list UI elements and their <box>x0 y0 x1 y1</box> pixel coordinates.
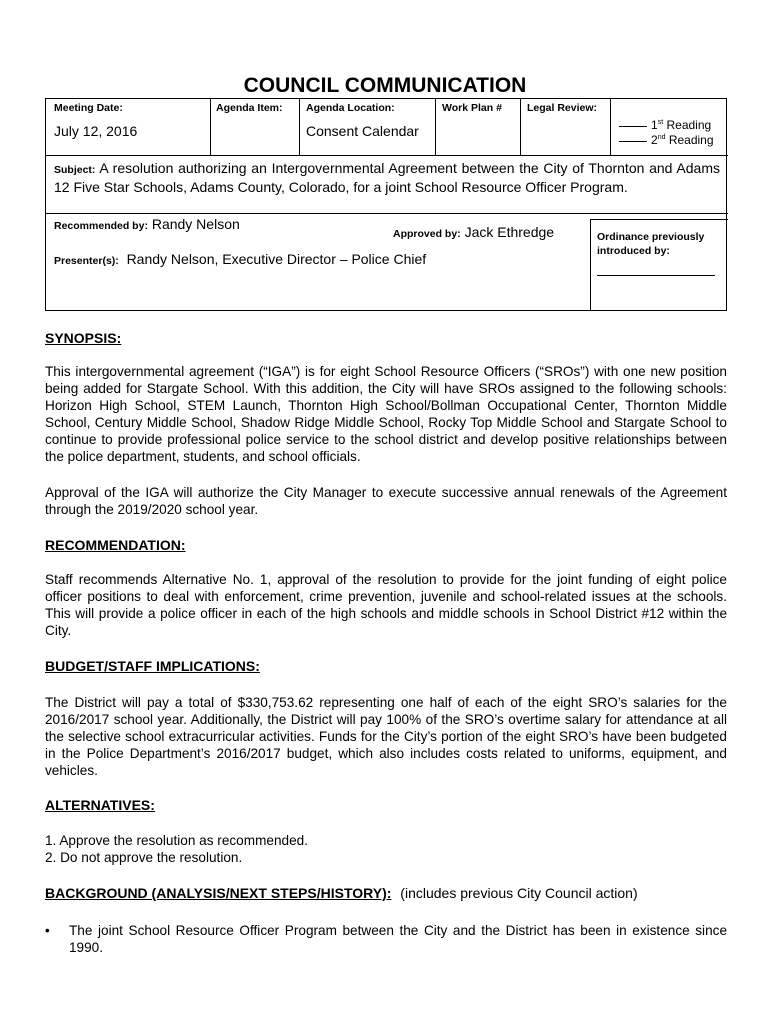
list-item: 2. Do not approve the resolution. <box>45 850 243 865</box>
divider <box>435 99 436 155</box>
recommendation-heading: RECOMMENDATION: <box>45 537 186 553</box>
blank-line <box>619 141 647 142</box>
background-section <box>45 885 727 903</box>
divider <box>520 99 521 155</box>
budget-section <box>45 658 727 674</box>
work-plan-label: Work Plan # <box>442 102 502 114</box>
alternatives-heading: ALTERNATIVES: <box>45 797 155 813</box>
first-reading: 1st Reading <box>619 116 711 132</box>
synopsis-paragraph-2: Approval of the IGA will authorize the City Manager to execute successive annual renewals of the Agreement through the 2019/2020 school year. <box>45 485 727 517</box>
second-reading: 2nd Reading <box>619 131 714 147</box>
meeting-date-label: Meeting Date: <box>54 102 123 114</box>
budget-heading: BUDGET/STAFF IMPLICATIONS: <box>45 658 260 674</box>
background-note: (includes previous City Council action) <box>400 885 638 901</box>
divider <box>299 99 300 155</box>
subject-label: Subject: <box>54 164 96 176</box>
ordinance-label: Ordinance previously introduced by: <box>597 231 705 257</box>
approved-by: Approved by: Jack Ethredge <box>393 224 555 240</box>
list-item <box>45 922 727 956</box>
subject <box>54 160 720 196</box>
subject-text: A resolution authorizing an Intergovernmental Agreement between the City of Thornton and Adams 12 Five Star Schools, Adams County, Colorado, for a joint School Resource Officer Program. <box>54 160 720 195</box>
agenda-location: Consent Calendar <box>306 123 419 139</box>
blank-line <box>619 126 647 127</box>
divider <box>46 155 728 156</box>
ordinance-box <box>590 219 728 311</box>
synopsis-heading: SYNOPSIS: <box>45 330 122 346</box>
page-title: COUNCIL COMMUNICATION <box>243 74 527 97</box>
recommendation-section <box>45 537 727 553</box>
synopsis-section <box>45 330 727 346</box>
divider <box>210 99 211 155</box>
recommendation-paragraph: Staff recommends Alternative No. 1, approval of the resolution to provide for the joint funding of eight police officer positions to deal with enforcement, crime prevention, juvenile and school-related issues at the schools. This will provide a police officer in each of the high schools and middle schools in School District #12 within the City. <box>45 572 727 638</box>
presenters: Presenter(s): Randy Nelson, Executive Director – Police Chief <box>54 251 427 267</box>
list-item: 1. Approve the resolution as recommended. <box>45 833 308 848</box>
alternatives-section <box>45 797 727 813</box>
background-bullets <box>45 922 727 956</box>
background-heading: BACKGROUND (ANALYSIS/NEXT STEPS/HISTORY): <box>45 885 392 901</box>
divider <box>46 213 728 214</box>
ordinance-signature-line <box>597 275 715 276</box>
recommended-by: Recommended by: Randy Nelson <box>54 216 240 232</box>
divider <box>610 99 611 155</box>
legal-review-label: Legal Review: <box>527 102 598 114</box>
budget-paragraph: The District will pay a total of $330,753.62 representing one half of each of the eight SRO’s salaries for the 2016/2017 school year. Additionally, the District will pay 100% of the SRO’s overtime salary for attendance at all the selective school extracurricular activities. Funds for the City’s portion of the eight SRO’s have been budgeted in the Police Department’s 2016/2017 budget, which also includes costs related to uniforms, equipment, and vehicles. <box>45 695 727 778</box>
bullet-glyph: • <box>45 923 50 938</box>
agenda-location-label: Agenda Location: <box>306 102 395 114</box>
alternatives-list <box>45 832 727 866</box>
synopsis-paragraph-1: This intergovernmental agreement (“IGA”) is for eight School Resource Officers (“SROs”) with one new position being added for Stargate School. With this addition, the City will have SROs assigned to the following schools: Horizon High School, STEM Launch, Thornton High School/Bollman Occupational Center, Thornton Middle School, Century Middle School, Shadow Ridge Middle School, Rocky Top Middle School and Stargate School to continue to provide professional police service to the school district and develop positive relationships between the police department, students, and school officials. <box>45 364 727 464</box>
meeting-date: July 12, 2016 <box>54 123 138 139</box>
bullet-text: The joint School Resource Officer Program between the City and the District has been in existence since 1990. <box>69 923 727 955</box>
agenda-item-label: Agenda Item: <box>216 102 283 114</box>
header-table <box>45 98 727 311</box>
